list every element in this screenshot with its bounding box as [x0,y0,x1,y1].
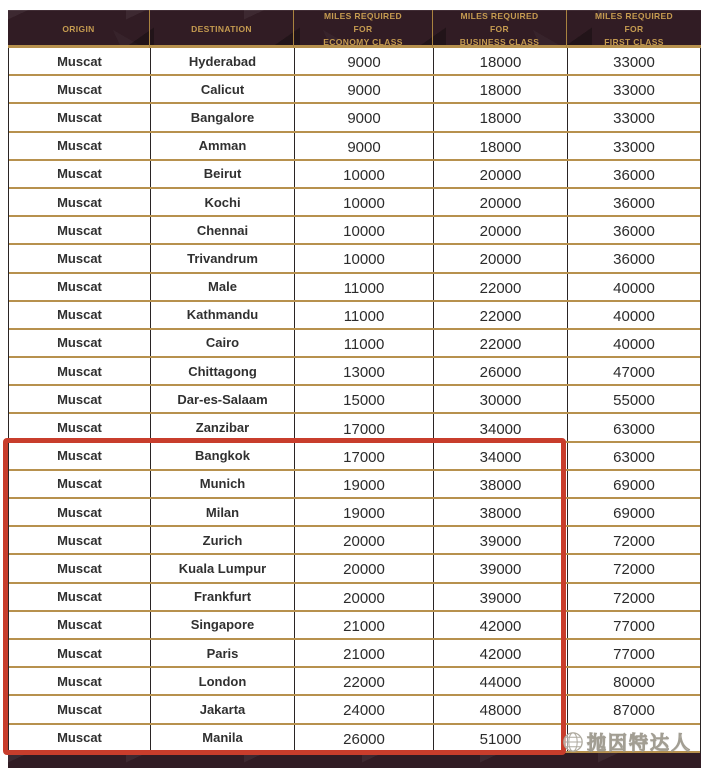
column-header-destination: DESTINATION [150,10,294,48]
table-row [9,302,700,330]
cell-first: 87000 [613,702,655,720]
cell-destination: Calicut [151,76,295,102]
table-row [9,189,700,217]
cell-destination: Bangkok [151,443,295,469]
cell-destination: London [151,668,295,694]
cell-destination: Paris [151,640,295,666]
cell-destination: Frankfurt [151,584,295,610]
cell-economy: 10000 [295,217,434,243]
cell-destination: Beirut [151,161,295,187]
cell-destination: Amman [151,133,295,159]
cell-first: 36000 [613,195,655,213]
cell-business: 44000 [434,668,568,694]
cell-business: 39000 [434,527,568,553]
cell-destination: Cairo [151,330,295,356]
cell-business: 20000 [434,217,568,243]
table-row [9,217,700,245]
cell-origin: Muscat [9,302,151,328]
cell-business: 18000 [434,133,568,159]
cell-business: 18000 [434,104,568,130]
cell-business: 18000 [434,76,568,102]
cell-origin: Muscat [9,133,151,159]
award-chart-table [8,10,701,768]
cell-destination: Chennai [151,217,295,243]
table-row [9,443,700,471]
cell-first: 72000 [613,561,655,579]
cell-economy: 19000 [295,471,434,497]
cell-economy: 9000 [295,48,434,74]
cell-economy: 11000 [295,274,434,300]
cell-business: 42000 [434,640,568,666]
cell-origin: Muscat [9,471,151,497]
table-row [9,612,700,640]
cell-business: 34000 [434,414,568,440]
cell-economy: 9000 [295,104,434,130]
watermark-text: 抛因特达人 [587,732,693,754]
table-row [9,76,700,104]
cell-business: 22000 [434,302,568,328]
table-row [9,527,700,555]
cell-business: 22000 [434,274,568,300]
cell-origin: Muscat [9,76,151,102]
cell-destination: Zanzibar [151,414,295,440]
cell-origin: Muscat [9,161,151,187]
cell-origin: Muscat [9,668,151,694]
cell-economy: 26000 [295,725,434,751]
cell-economy: 10000 [295,245,434,271]
cell-origin: Muscat [9,640,151,666]
watermark [562,728,692,755]
table-row [9,471,700,499]
cell-destination: Milan [151,499,295,525]
cell-business: 48000 [434,696,568,722]
cell-economy: 13000 [295,358,434,384]
cell-destination: Singapore [151,612,295,638]
table-row [9,499,700,527]
cell-first: 63000 [613,420,655,438]
cell-business: 38000 [434,499,568,525]
cell-business: 20000 [434,245,568,271]
cell-destination: Bangalore [151,104,295,130]
cell-origin: Muscat [9,330,151,356]
cell-first: 72000 [613,533,655,551]
cell-origin: Muscat [9,189,151,215]
cell-first: 69000 [613,476,655,494]
cell-economy: 10000 [295,189,434,215]
table-row [9,640,700,668]
table-row [9,584,700,612]
cell-economy: 20000 [295,584,434,610]
table-row [9,668,700,696]
cell-origin: Muscat [9,217,151,243]
cell-first: 55000 [613,392,655,410]
cell-destination: Kuala Lumpur [151,555,295,581]
cell-economy: 15000 [295,386,434,412]
cell-first: 33000 [613,110,655,128]
cell-destination: Hyderabad [151,48,295,74]
table-row [9,330,700,358]
cell-origin: Muscat [9,527,151,553]
column-header-origin: ORIGIN [8,10,150,48]
cell-first: 69000 [613,505,655,523]
cell-origin: Muscat [9,414,151,440]
cell-business: 30000 [434,386,568,412]
cell-economy: 21000 [295,612,434,638]
cell-first: 36000 [613,166,655,184]
cell-origin: Muscat [9,725,151,751]
cell-destination: Munich [151,471,295,497]
cell-economy: 10000 [295,161,434,187]
cell-destination: Dar-es-Salaam [151,386,295,412]
cell-origin: Muscat [9,104,151,130]
cell-business: 18000 [434,48,568,74]
column-header-business: MILES REQUIRED FOR BUSINESS CLASS [433,10,567,48]
cell-destination: Chittagong [151,358,295,384]
cell-economy: 11000 [295,330,434,356]
cell-business: 39000 [434,555,568,581]
cell-business: 26000 [434,358,568,384]
cell-first: 77000 [613,617,655,635]
cell-business: 22000 [434,330,568,356]
cell-first: 40000 [613,335,655,353]
cell-first: 33000 [613,138,655,156]
globe-icon [562,731,584,753]
cell-origin: Muscat [9,696,151,722]
cell-first: 77000 [613,646,655,664]
cell-origin: Muscat [9,358,151,384]
table-row [9,414,700,442]
cell-first: 72000 [613,589,655,607]
cell-economy: 20000 [295,527,434,553]
cell-first: 33000 [613,54,655,72]
cell-first: 33000 [613,82,655,100]
cell-business: 51000 [434,725,568,751]
cell-economy: 17000 [295,443,434,469]
cell-business: 39000 [434,584,568,610]
cell-business: 42000 [434,612,568,638]
cell-first: 36000 [613,223,655,241]
cell-origin: Muscat [9,245,151,271]
cell-destination: Jakarta [151,696,295,722]
column-header-first: MILES REQUIRED FOR FIRST CLASS [594,11,674,47]
cell-business: 20000 [434,189,568,215]
cell-business: 34000 [434,443,568,469]
cell-economy: 11000 [295,302,434,328]
table-row [9,245,700,273]
table-row [9,555,700,583]
cell-origin: Muscat [9,584,151,610]
cell-origin: Muscat [9,48,151,74]
cell-first: 36000 [613,251,655,269]
table-row [9,133,700,161]
cell-economy: 17000 [295,414,434,440]
table-row [9,358,700,386]
table-header [8,10,701,48]
cell-economy: 24000 [295,696,434,722]
cell-destination: Zurich [151,527,295,553]
table-row [9,48,700,76]
cell-destination: Kathmandu [151,302,295,328]
cell-origin: Muscat [9,386,151,412]
cell-destination: Trivandrum [151,245,295,271]
cell-business: 38000 [434,471,568,497]
table-row [9,161,700,189]
cell-economy: 20000 [295,555,434,581]
cell-first: 80000 [613,674,655,692]
cell-first: 47000 [613,364,655,382]
cell-destination: Kochi [151,189,295,215]
cell-economy: 9000 [295,133,434,159]
cell-origin: Muscat [9,274,151,300]
table-row [9,274,700,302]
cell-origin: Muscat [9,499,151,525]
cell-origin: Muscat [9,612,151,638]
table-body [8,48,701,753]
cell-destination: Male [151,274,295,300]
cell-economy: 21000 [295,640,434,666]
cell-origin: Muscat [9,555,151,581]
cell-first: 40000 [613,307,655,325]
table-row [9,104,700,132]
cell-origin: Muscat [9,443,151,469]
cell-destination: Manila [151,725,295,751]
column-header-economy: MILES REQUIRED FOR ECONOMY CLASS [294,10,433,48]
table-row [9,696,700,724]
cell-economy: 19000 [295,499,434,525]
table-row [9,386,700,414]
cell-economy: 22000 [295,668,434,694]
cell-first: 63000 [613,448,655,466]
cell-business: 20000 [434,161,568,187]
cell-economy: 9000 [295,76,434,102]
cell-first: 40000 [613,279,655,297]
